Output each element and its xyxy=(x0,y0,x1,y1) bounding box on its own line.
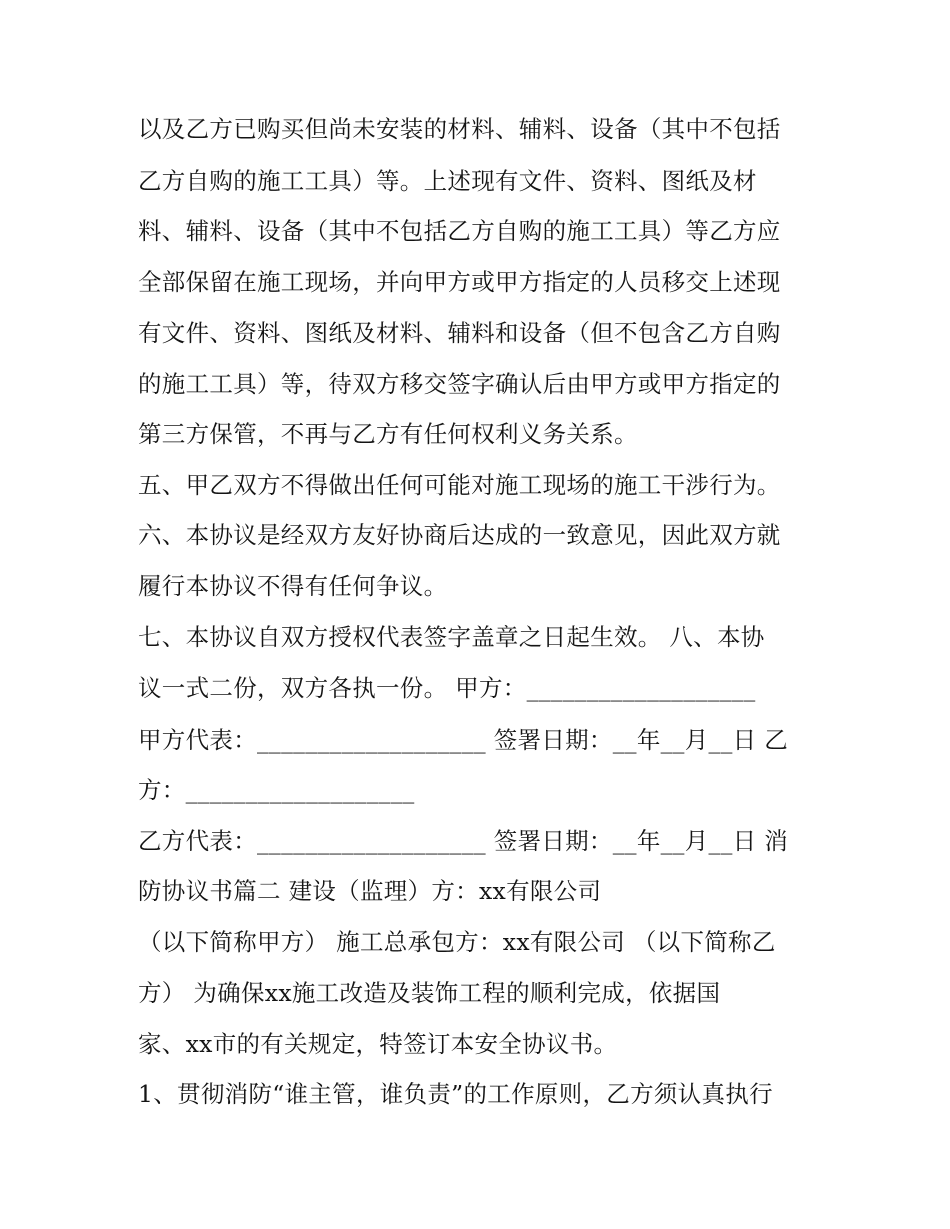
text-line: （以下简称甲方） 施工总承包方：xx有限公司 （以下简称乙 xyxy=(138,928,776,956)
text-line: 乙方自购的施工工具）等。上述现有文件、资料、图纸及材 xyxy=(138,167,757,195)
text-line: 的施工工具）等，待双方移交签字确认后由甲方或甲方指定的 xyxy=(138,370,781,398)
text-line: 方） 为确保xx施工改造及装饰工程的顺利完成，依据国 xyxy=(138,979,721,1007)
text-line: 1、贯彻消防“谁主管，谁负责”的工作原则，乙方须认真执行 xyxy=(138,1080,773,1108)
text-line: 第三方保管，不再与乙方有任何权利义务关系。 xyxy=(138,420,638,448)
text-line: 以及乙方已购买但尚未安装的材料、辅料、设备（其中不包括 xyxy=(138,115,781,143)
text-line: 有文件、资料、图纸及材料、辅料和设备（但不包含乙方自购 xyxy=(138,319,781,347)
text-line: 家、xx市的有关规定，特签订本安全协议书。 xyxy=(138,1030,618,1058)
text-line: 防协议书篇二 建设（监理）方：xx有限公司 xyxy=(138,877,602,905)
text-line: 七、本协议自双方授权代表签字盖章之日起生效。 八、本协 xyxy=(138,623,765,651)
text-line: 方：___________________ xyxy=(138,776,415,804)
text-line: 全部保留在施工现场，并向甲方或甲方指定的人员移交上述现 xyxy=(138,268,781,296)
text-line: 五、甲乙双方不得做出任何可能对施工现场的施工干涉行为。 xyxy=(138,471,781,499)
text-line: 料、辅料、设备（其中不包括乙方自购的施工工具）等乙方应 xyxy=(138,217,781,245)
text-line: 甲方代表：___________________ 签署日期：__年__月__日 乙 xyxy=(138,726,788,754)
text-line: 六、本协议是经双方友好协商后达成的一致意见，因此双方就 xyxy=(138,521,781,549)
text-line: 履行本协议不得有任何争议。 xyxy=(138,572,448,600)
text-line: 乙方代表：___________________ 签署日期：__年__月__日 消 xyxy=(138,827,788,855)
text-line: 议一式二份，双方各执一份。 甲方：___________________ xyxy=(138,674,756,702)
